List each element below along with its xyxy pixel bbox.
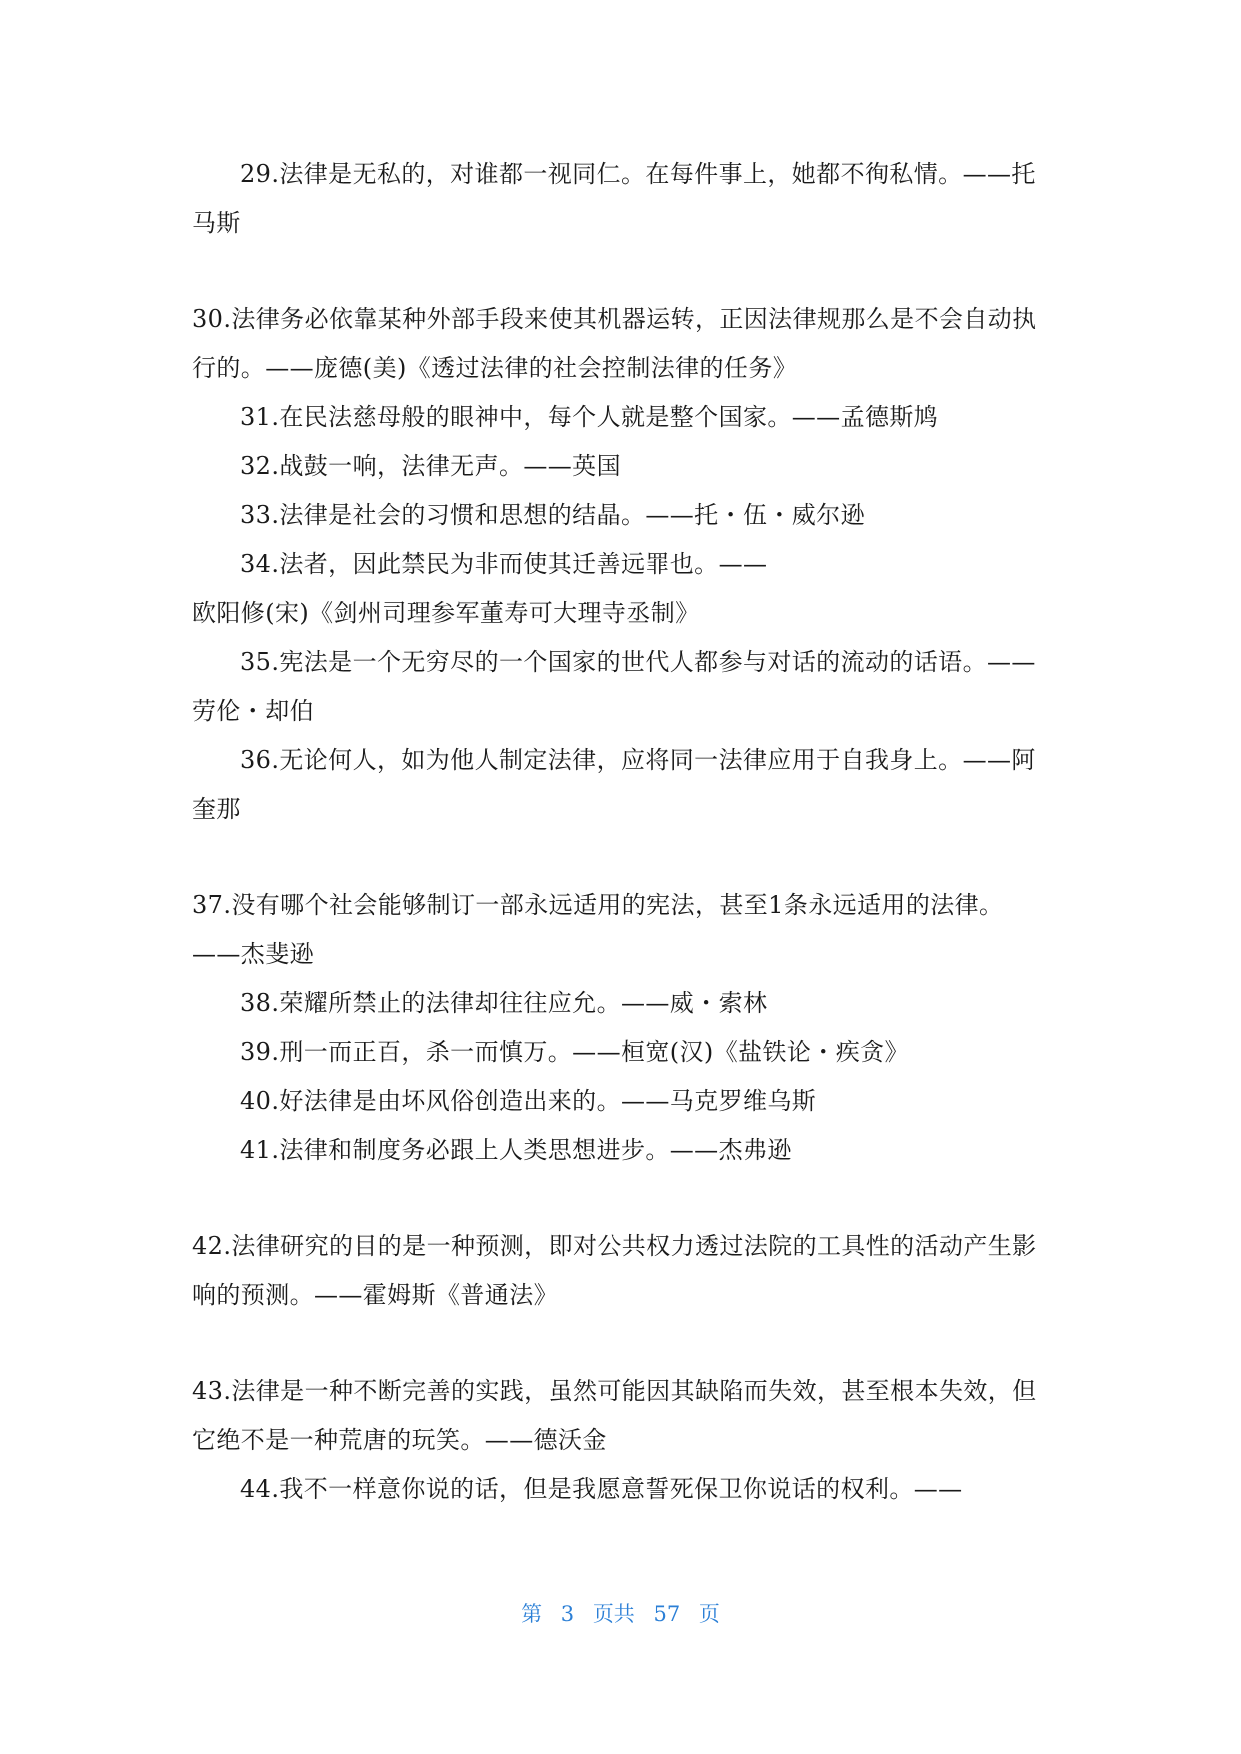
document-body [192,150,1052,1514]
quote-paragraph: 29.法律是无私的，对谁都一视同仁。在每件事上，她都不徇私情。——托马斯 [192,160,1036,237]
quote-paragraph: 34.法者，因此禁民为非而使其迁善远罪也。—— [240,550,768,578]
footer-middle: 页共 [592,1602,635,1626]
quote-paragraph: 欧阳修(宋)《剑州司理参军董寿可大理寺丞制》 [192,599,700,627]
quote-paragraph: 43.法律是一种不断完善的实践，虽然可能因其缺陷而失效，甚至根本失效，但它绝不是一种荒唐的玩笑。——德沃金 [192,1377,1037,1454]
quote-paragraph: 35.宪法是一个无穷尽的一个国家的世代人都参与对话的流动的话语。——劳伦・却伯 [192,648,1036,725]
quote-paragraph: 32.战鼓一响，法律无声。——英国 [240,452,621,480]
page-footer [0,1598,1241,1628]
quote-paragraph: 42.法律研究的目的是一种预测，即对公共权力透过法院的工具性的活动产生影响的预测。——霍姆斯《普通法》 [192,1232,1037,1309]
quote-paragraph: 41.法律和制度务必跟上人类思想进步。——杰弗逊 [240,1136,792,1164]
quote-paragraph: 39.刑一而正百，杀一而慎万。——桓宽(汉)《盐铁论・疾贪》 [240,1038,909,1066]
quote-paragraph: 40.好法律是由坏风俗创造出来的。——马克罗维乌斯 [240,1087,817,1115]
quote-paragraph: 30.法律务必依靠某种外部手段来使其机器运转，正因法律规那么是不会自动执行的。——庞德(美)《透过法律的社会控制法律的任务》 [192,305,1037,382]
footer-total-pages: 57 [653,1602,681,1626]
footer-suffix: 页 [698,1602,720,1626]
footer-current-page: 3 [560,1602,575,1626]
quote-paragraph: 44.我不一样意你说的话，但是我愿意誓死保卫你说话的权利。—— [240,1475,963,1503]
footer-prefix: 第 [521,1602,543,1626]
quote-paragraph: 37.没有哪个社会能够制订一部永远适用的宪法，甚至1条永远适用的法律。——杰斐逊 [192,891,1004,968]
quote-paragraph: 33.法律是社会的习惯和思想的结晶。——托・伍・威尔逊 [240,501,865,529]
quote-paragraph: 38.荣耀所禁止的法律却往往应允。——威・索林 [240,989,768,1017]
quote-paragraph: 31.在民法慈母般的眼神中，每个人就是整个国家。——孟德斯鸠 [240,403,939,431]
quote-paragraph: 36.无论何人，如为他人制定法律，应将同一法律应用于自我身上。——阿奎那 [192,746,1036,823]
